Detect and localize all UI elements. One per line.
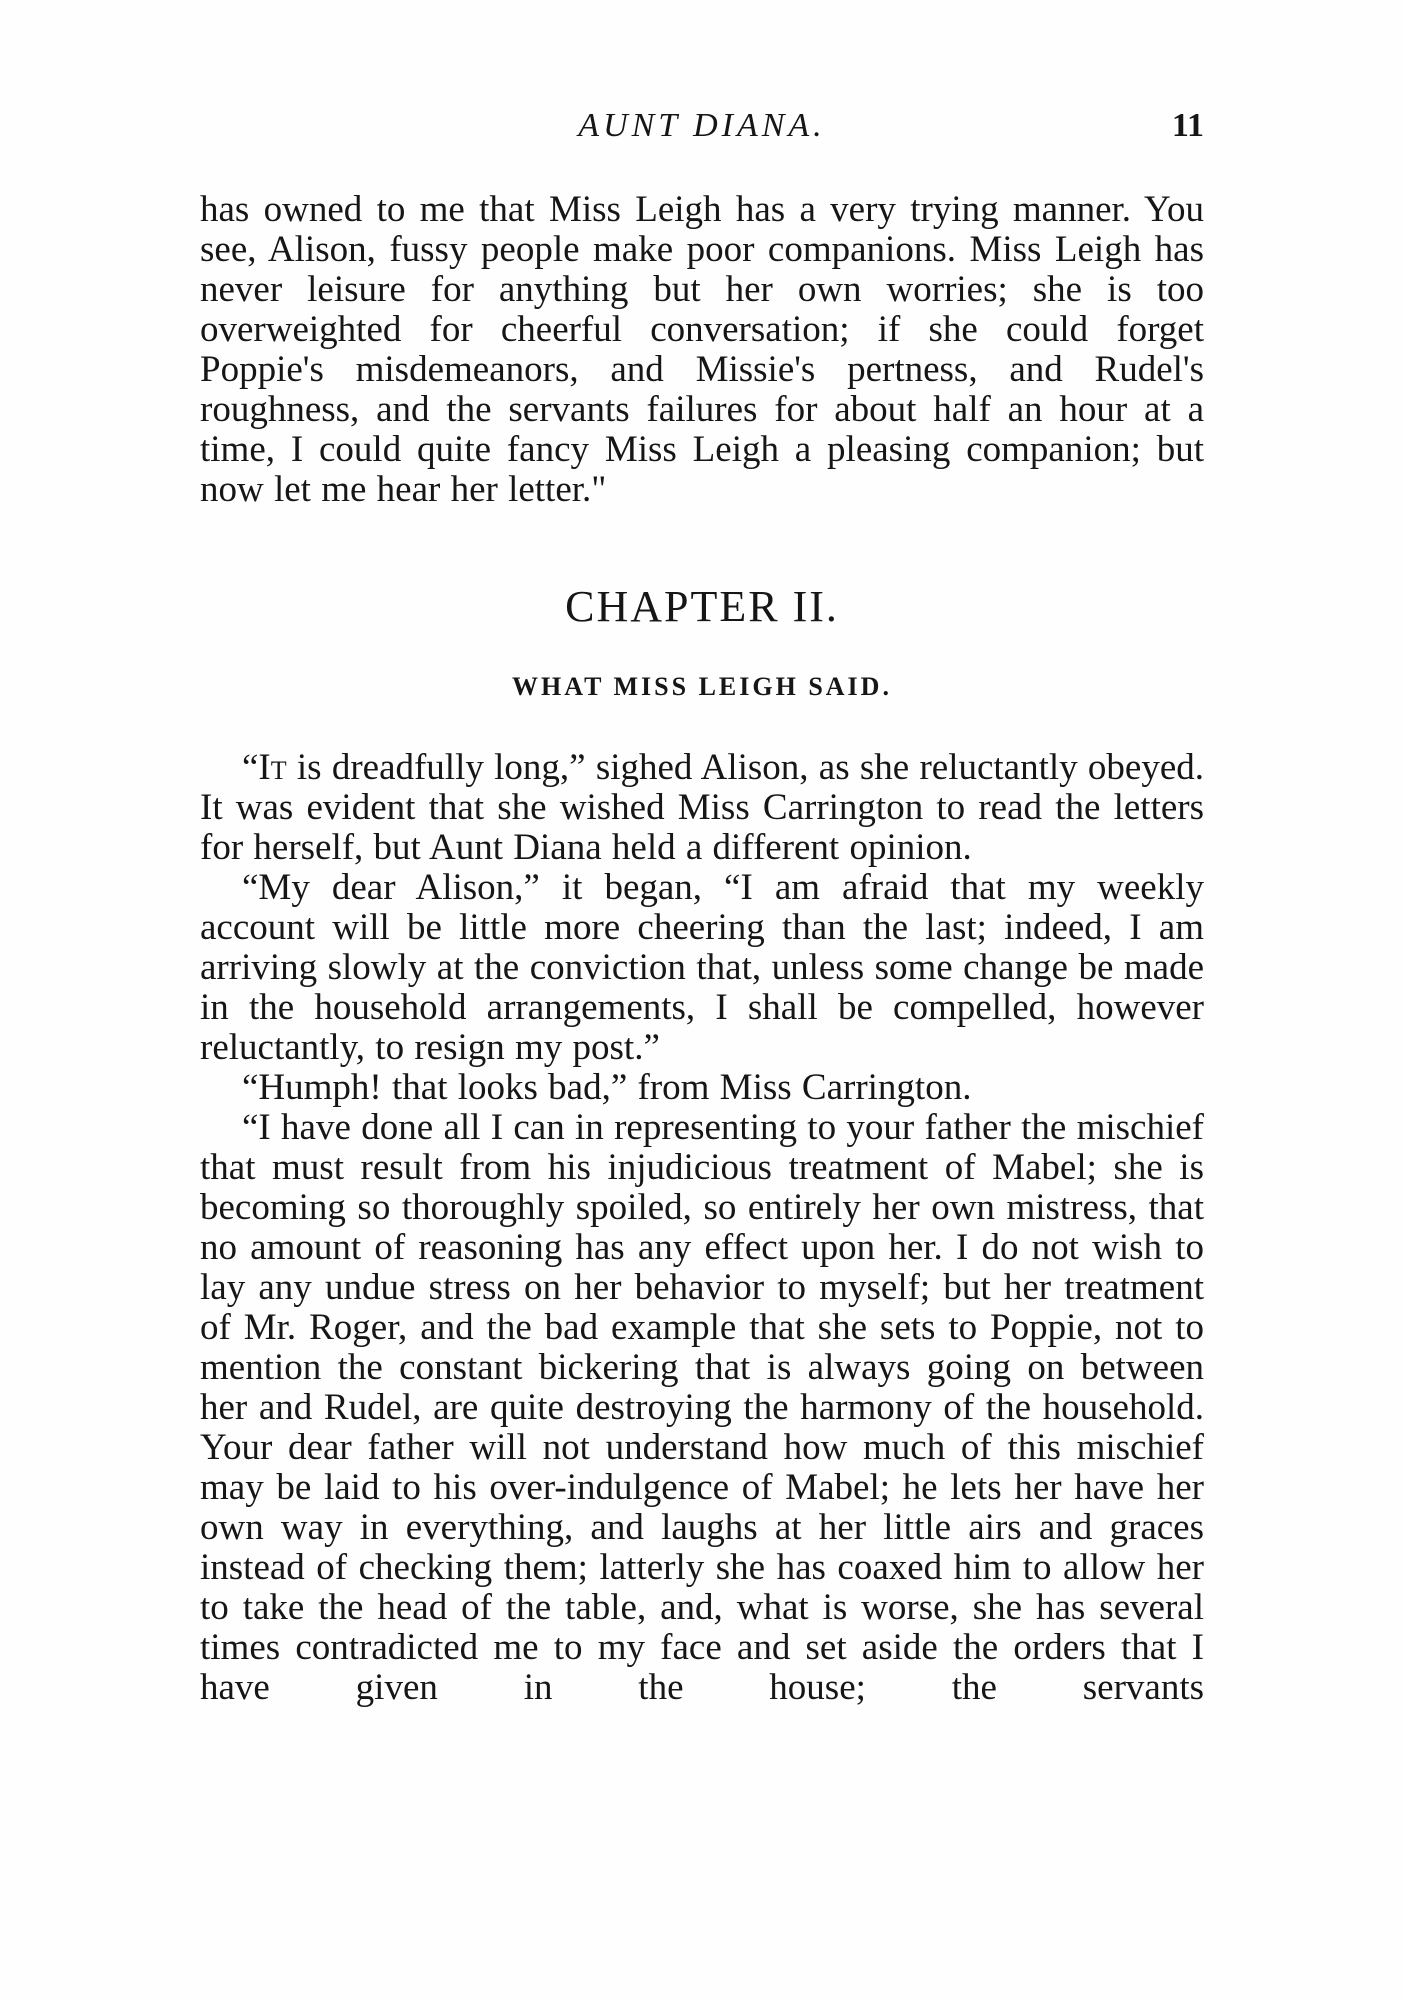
paragraph-1-lead: “It	[242, 747, 287, 788]
running-head	[200, 106, 1204, 146]
chapter-body	[200, 748, 1204, 1708]
opening-paragraph-block	[200, 190, 1204, 510]
paragraph-1	[200, 748, 1204, 868]
page-number: 11	[1171, 107, 1204, 144]
chapter-subtitle: WHAT MISS LEIGH SAID.	[512, 672, 892, 701]
paragraph-1-text: is dreadfully long,” sighed Alison, as she reluctantly obeyed. It was evident that she wished Miss Carrington to read the letters for herself, but Aunt Diana held a different opinion.	[200, 747, 1205, 868]
paragraph-3: “Humph! that looks bad,” from Miss Carrington.	[242, 1067, 972, 1108]
running-title: AUNT DIANA.	[578, 107, 826, 144]
paragraph-2: “My dear Alison,” it began, “I am afraid that my weekly account will be little more cheering than the last; indeed, I am arriving slowly at the conviction that, unless some change be made in the household arrangements, I shall be compelled, however reluctantly, to resign my post.”	[200, 867, 1204, 1068]
chapter-title: CHAPTER II.	[565, 582, 839, 631]
opening-paragraph: has owned to me that Miss Leigh has a very trying manner. You see, Alison, fussy people make poor companions. Miss Leigh has never leisure for anything but her own worries; she is too overweighted for cheerful conversation; if she could forget Poppie's misdemeanors, and Missie's pertness, and Rudel's roughness, and the servants failures for about half an hour at a time, I could quite fancy Miss Leigh a pleasing companion; but now let me hear her letter."	[200, 189, 1204, 510]
paragraph-4: “I have done all I can in representing to your father the mischief that must result from his injudicious treatment of Mabel; she is becoming so thoroughly spoiled, so entirely her own mistress, that no amount of reasoning has any effect upon her. I do not wish to lay any undue stress on her behavior to myself; but her treatment of Mr. Roger, and the bad example that she sets to Poppie, not to mention the constant bickering that is always going on between her and Rudel, are quite destroying the harmony of the household. Your dear father will not understand how much of this mischief may be laid to his over-indulgence of Mabel; he lets her have her own way in everything, and laughs at her little airs and graces instead of checking them; latterly she has coaxed him to allow her to take the head of the table, and, what is worse, she has several times contradicted me to my face and set aside the orders that I have given in the house; the servants	[200, 1107, 1204, 1708]
